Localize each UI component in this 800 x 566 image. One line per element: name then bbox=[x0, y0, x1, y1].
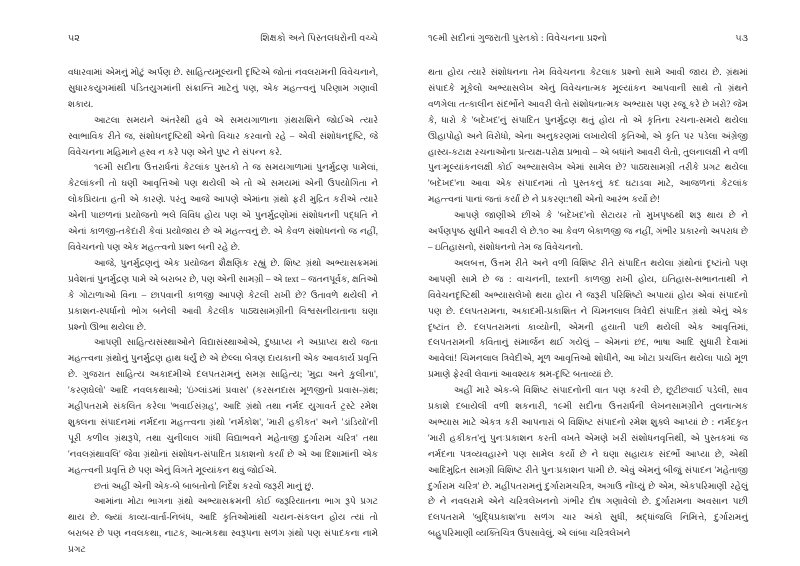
left-page-number: ૫૨ bbox=[68, 34, 80, 44]
paragraph: થતા હોય ત્યારે સંશોધનના તેમ વિવેચનના કેટલાક પ્રશ્નો સામે આવી જાય છે. ગ્રંથમાં સંપાદકે મૂકેલો અભ્યાસલેખ એનું વિવેચનાત્મક મૂલ્યાંકન આપવાની સાથે તો ગ્રંથને વળગેલા તત્કાલીન સંદર્ભોને આવરી લેતો સંશોધનાત્મક અભ્યાસ પણ રજૂ કરે છે ખરો? જેમ કે, ધારો કે 'બદેખદ'નું સંપાદિત પુનર્મુદ્રણ થતું હોય તો એ કૃતિના રચના-સમયે થયેલા ઊહાપોહો અને વિરોધો, એના અનુકરણમાં લખાયેલી કૃતિઓ, એ કૃતિ પર પડેલા અંગ્રેજી હાસ્ય-કટાક્ષ રચનાઓના પ્રત્યક્ષ-પરોક્ષ પ્રભાવો – એ બધાંને આવરી લેતો, તુલનાલક્ષી ને વળી પુનઃમૂલ્યાંકનલક્ષી કોઈ અભ્યાસલેખ એમાં સામેલ છે? પાઠ્યસામગ્રી તરીકે પ્રગટ થયેલા 'બદેખદ'ના આવા એક સંપાદનમાં તો પુસ્તકનું કદ ઘટાડવા માટે, આજળનાં કેટલાંક મહત્ત્વનાં પાનાં જતાં કર્યાં છે ને પ્રકરણ:૧થી એનો આરંભ કર્યો છે! bbox=[428, 67, 748, 205]
right-page bbox=[400, 0, 800, 566]
paragraph: ૧૯મી સદીના ઉત્તરાર્ધનાં કેટલાંક પુસ્તકો તે જ સમયગાળામાં પુનર્મુદ્રણ પામેલાં, કેટલાંકની તો ઘણી આવૃત્તિઓ પણ થયેલી એ તો એ સમયમાં એની ઉપયોગિતા ને લોકપ્રિયતા હતી એ કારણે. પરંતુ આજે આપણે એમાંના ગ્રંથો ફરી મુદ્રિત કરીએ ત્યારે એની પાછળનાં પ્રયોજનો ભલે વિવિધ હોય પણ એ પુનર્મુદ્રણોમાં સંશોધનની પદ્ધતિ ને એનાં કાળજી-તકેદારી કેવાં પ્રયોજાય છે એ મહત્ત્વનું છે. એ કેવળ સંશોધનનો જ નહીં, વિવેચનનો પણ એક મહત્ત્વનો પ્રશ્ન બની રહે છે. bbox=[68, 162, 378, 252]
paragraph: આપણી સાહિત્યસંસ્થાઓને વિદ્યાસંસ્થાઓએ, દુષ્પ્રાપ્ય ને અપ્રાપ્ય થયે જતા મહત્ત્વના ગ્રંથોનું પુનર્મુદ્રણ હાથ ધર્યું છે એ છેલ્લા બેત્રણ દાયકાની એક આવકાર્ય પ્રવૃત્તિ છે. ગુજરાત સાહિત્ય અકાદમીએ દલપતરામનું સમગ્ર સાહિત્ય; 'મુદ્રા અને કુલીના', 'કરણઘેલો' આદિ નવલકથાઓ; 'ઇંગ્લાંડમાં પ્રવાસ' (કરસનદાસ મૂળજીનો પ્રવાસ-ગ્રંથ; મહીપતરામે સંકલિત કરેલા 'ભવાઈસંગ્રહ', આદિ ગ્રંથો તથા નર્મદ યુગાવર્ત ટ્રસ્ટે રમેશ શુક્લના સંપાદનમાં નર્મદના મહત્ત્વના ગ્રંથો 'નર્મકોશ', 'મારી હકીકત' અને 'ડાંડિયો'ની પૂરી કળીલ ગ્રંથરૂપે, તથા ચુનીલાલ ગાંધી વિદ્યાભવને મહેતાજી દુર્ગારામ ચરિત્ર' તથા 'નવલગ્રંથાવલિ' જેવા ગ્રંથોનાં સંશોધન-સંપાદિત પ્રકાશનો કર્યાં છે એ આ દિશામાંની એક મહત્ત્વની પ્રવૃત્તિ છે પણ એનું વિગતે મૂલ્યાંકન થવું જોઈએ. bbox=[68, 337, 378, 475]
right-page-number: ૫૩ bbox=[735, 34, 748, 44]
right-running-head bbox=[428, 34, 748, 48]
left-running-head bbox=[68, 34, 378, 48]
left-text-block bbox=[68, 65, 378, 558]
paragraph: વધારવામાં એમનું મોટું અર્પણ છે. સાહિત્યમૂલ્યની દૃષ્ટિએ જોતાં નવલરામની વિવેચનાને, સુધારકયુગમાંથી પંડિતયુગમાંની સંક્રાન્તિ માટેનું પણ, એક મહત્ત્વનું પરિણામ ગણાવી શકાય. bbox=[68, 67, 378, 109]
paragraph: છતાં અહીં એની એક-બે બાબતોનો નિર્દેશ કરવો જરૂરી માનું છું. bbox=[94, 480, 314, 491]
paragraph: આપણે જાણીએ છીએ કે 'બદેખદ'નો સેટાયર તો મુખપૃષ્ઠથી શરૂ થાય છે ને અર્પણપૃષ્ઠ સુધીને આવરી લે છે.૧૦ આ કેવળ બેકાળજી જ નહીં, ગંભીર પ્રકારનો અપરાધ છે – ઇતિહાસનો, સંશોધનનો તેમ જ વિવેચનનો. bbox=[428, 210, 748, 252]
right-text-block bbox=[428, 65, 748, 542]
left-running-head-title: શિક્ષકો અને પિસ્તલધરોની વચ્ચે bbox=[260, 34, 378, 44]
paragraph: અલબત્ત, ઉત્તમ રીતે અને વળી વિશિષ્ટ રીતે સંપાદિત થયેલા ગ્રંથોનાં દૃષ્ટાંતો પણ આપણી સામે છે જ : વાચનની, textની કાળજી રાખી હોય, ઇતિહાસ-સભાનતાથી ને વિવેચનદૃષ્ટિથી અભ્યાસલેખો થયા હોય ને જરૂરી પરિશિષ્ટો અપાયાં હોય એવાં સંપાદનો પણ છે. દલપતરામના, અકાદમી-પ્રકાશિત ને ચિમનલાલ ત્રિવેદી સંપાદિત ગ્રંથો એનું એક દૃષ્ટાંત છે. દલપતરામનાં કાવ્યોની, એમની હયાતી પછી થયેલી એક આવૃત્તિમાં, દલપતરામની કવિતાનું સંમાર્જન થઈ ગયેલું – એમનાં છંદ, ભાષા આદિ સુધારી દેવામાં આવેલાં! ચિમનલાલ ત્રિવેદીએ, મૂળ આવૃત્તિઓ શોધીને, આ ખોટા પ્રચલિત થયેલા પાઠો મૂળ પ્રમાણે ફેરવી લેવાનાં આવશ્યક શ્રમ-દૃષ્ટિ બતાવ્યાં છે. bbox=[428, 257, 748, 380]
right-running-head-title: ૧૯મી સદીનાં ગુજરાતી પુસ્તકો : વિવેચનના પ્રશ્નો bbox=[428, 34, 607, 44]
paragraph: આજે, પુનર્મુદ્રણનું એક પ્રયોજન શૈક્ષણિક રહ્યું છે. શિષ્ટ ગ્રંથો અભ્યાસક્રમમાં પ્રવેશતાં પુનર્મુદ્રણ પામે એ બરાબર છે, પણ એની સામગ્રી – એ text – જતનપૂર્વક, ક્ષતિઓ કે ગોટાળાઓ વિના – છાપવાની કાળજી આપણે કેટલી રાખી છે? ઉતાવળે થયેલી ને પ્રકાશન-સ્પર્ધાનો ભોગ બનેલી આવી કેટલીક પાઠ્યસામગ્રીની વિશ્વસનીયતાના ઘણા પ્રશ્નો ઊભા થયેલા છે. bbox=[68, 257, 378, 332]
paragraph: આટલા સમયને અંતરેથી હવે એ સમયગાળાના ગ્રંથરાશિને જોઈએ ત્યારે સ્વાભાવિક રીતે જ, સંશોધનદૃષ્ટિથી એનો વિચાર કરવાનો રહે – એવી સંશોધનદૃષ્ટિ, જે વિવેચનના મહિમાને હ્રસ્વ ન કરે પણ એને પુષ્ટ ને સંપન્ન કરે. bbox=[68, 114, 378, 157]
paragraph: આમાંના મોટા ભાગના ગ્રંથો અભ્યાસક્રમની કોઈ જરૂરિયાતના ભાગ રૂપે પ્રગટ થાય છે. જ્યાં કાવ્ય-વાર્તા-નિબંધ, આદિ કૃતિઓમાંથી ચયન-સંકલન હોય ત્યાં તો બરાબર છે પણ નવલકથા, નાટક, આત્મકથા સ્વરૂપના સળંગ ગ્રંથો પણ સંપાદકના નામે પ્રગટ bbox=[68, 496, 378, 555]
paragraph: અહીં મારે એક-બે વિશિષ્ટ સંપાદનોની વાત પણ કરવી છે, છૂટીછવાઈ પડેલી, સાવ પ્રકાશે દબાયેલી વળી શકનારી, ૧૯મી સદીના ઉત્તરાર્ધની લેખનસામગ્રીને તુલનાત્મક અભ્યાસ માટે એકત્ર કરી આપનારાં બે વિશિષ્ટ સંપાદનો રમેશ શુક્લે આપ્યાં છે : નર્મદકૃત 'મારી હકીકત'નું પુનઃપ્રકાશન કરતી વખતે એમણે ખરી સંશોધનવૃત્તિથી, એ પુસ્તકમાં જ નર્મદના પત્રવ્યવહારને પણ સામેલ કર્યો છે ને ઘણા સહાયક સંદર્ભો આપ્યા છે, એથી આદિમુદ્રિત સામગ્રી વિશિષ્ટ રીતે પુનઃપ્રકાશન પામી છે. એવું એમનું બીજું સંપાદન 'મહેતાજી દુર્ગારામ ચરિત્ર' છે. મહીપતરામનું દુર્ગારામચરિત્ર, અગાઉ નોંધ્યું છે એમ, એકપરિમાણી રહેલું છે ને નવલરામે એને ચરિત્રલેખનનો ગંભીર દોષ ગણાવેલો છે. દુર્ગારામના અવસાન પછી દલપતરામે 'બુદ્ધિપ્રકાશ'ના સળંગ ચાર અંકો સુધી, શ્રદ્ધાંજલિ નિમિત્તે, દુર્ગારામનું બહુપરિમાણી વ્યક્તિચિત્ર ઉપસાવેલું. એ લાંબા ચરિત્રલેખને bbox=[428, 385, 748, 539]
